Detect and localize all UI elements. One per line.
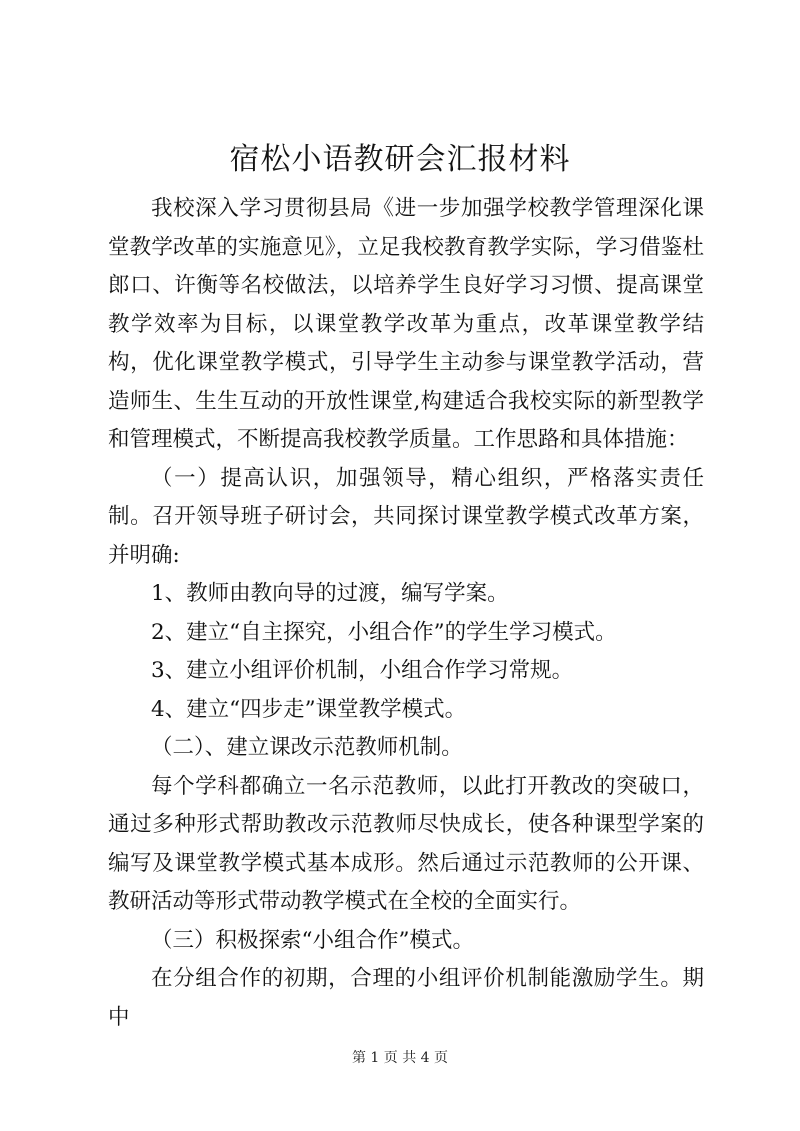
paragraph-section-3-body: 在分组合作的初期，合理的小组评价机制能激励学生。期中 xyxy=(108,966,704,1030)
list-item-4: 4、建立“四步走”课堂教学模式。 xyxy=(151,696,467,722)
document-title: 宿松小语教研会汇报材料 xyxy=(229,142,571,177)
page-footer: 第 1 页 共 4 页 xyxy=(351,1050,449,1066)
document-body xyxy=(108,190,704,1037)
list-item-1: 1、教师由教向导的过渡，编写学案。 xyxy=(151,581,509,606)
paragraph-section-2: （二）、建立课改示范教师机制。 xyxy=(151,735,463,760)
list-item-2: 2、建立“自主探究，小组合作”的学生学习模式。 xyxy=(151,619,617,645)
paragraph-section-2-body: 每个学科都确立一名示范教师，以此打开教改的突破口，通过多种形式帮助教改示范教师尽快成长，使各种课型学案的编写及课堂教学模式基本成形。然后通过示范教师的公开课、教研活动等形式带动教学模式在全校的全面实行。 xyxy=(108,773,704,914)
paragraph-section-3: （三）积极探索“小组合作”模式。 xyxy=(151,927,474,953)
paragraph-intro: 我校深入学习贯彻县局《进一步加强学校教学管理深化课堂教学改革的实施意见》，立足我校教育教学实际，学习借鉴杜郎口、许衡等名校做法，以培养学生良好学习习惯、提高课堂教学效率为目标，以课堂教学改革为重点，改革课堂教学结构，优化课堂教学模式，引导学生主动参与课堂教学活动，营造师生、生生互动的开放性课堂,构建适合我校实际的新型教学和管理模式，不断提高我校教学质量。工作思路和具体措施： xyxy=(108,196,704,452)
paragraph-section-1: （一）提高认识，加强领导，精心组织，严格落实责任制。召开领导班子研讨会，共同探讨课堂教学模式改革方案，并明确: xyxy=(108,465,704,568)
list-item-3: 3、建立小组评价机制，小组合作学习常规。 xyxy=(151,658,574,683)
